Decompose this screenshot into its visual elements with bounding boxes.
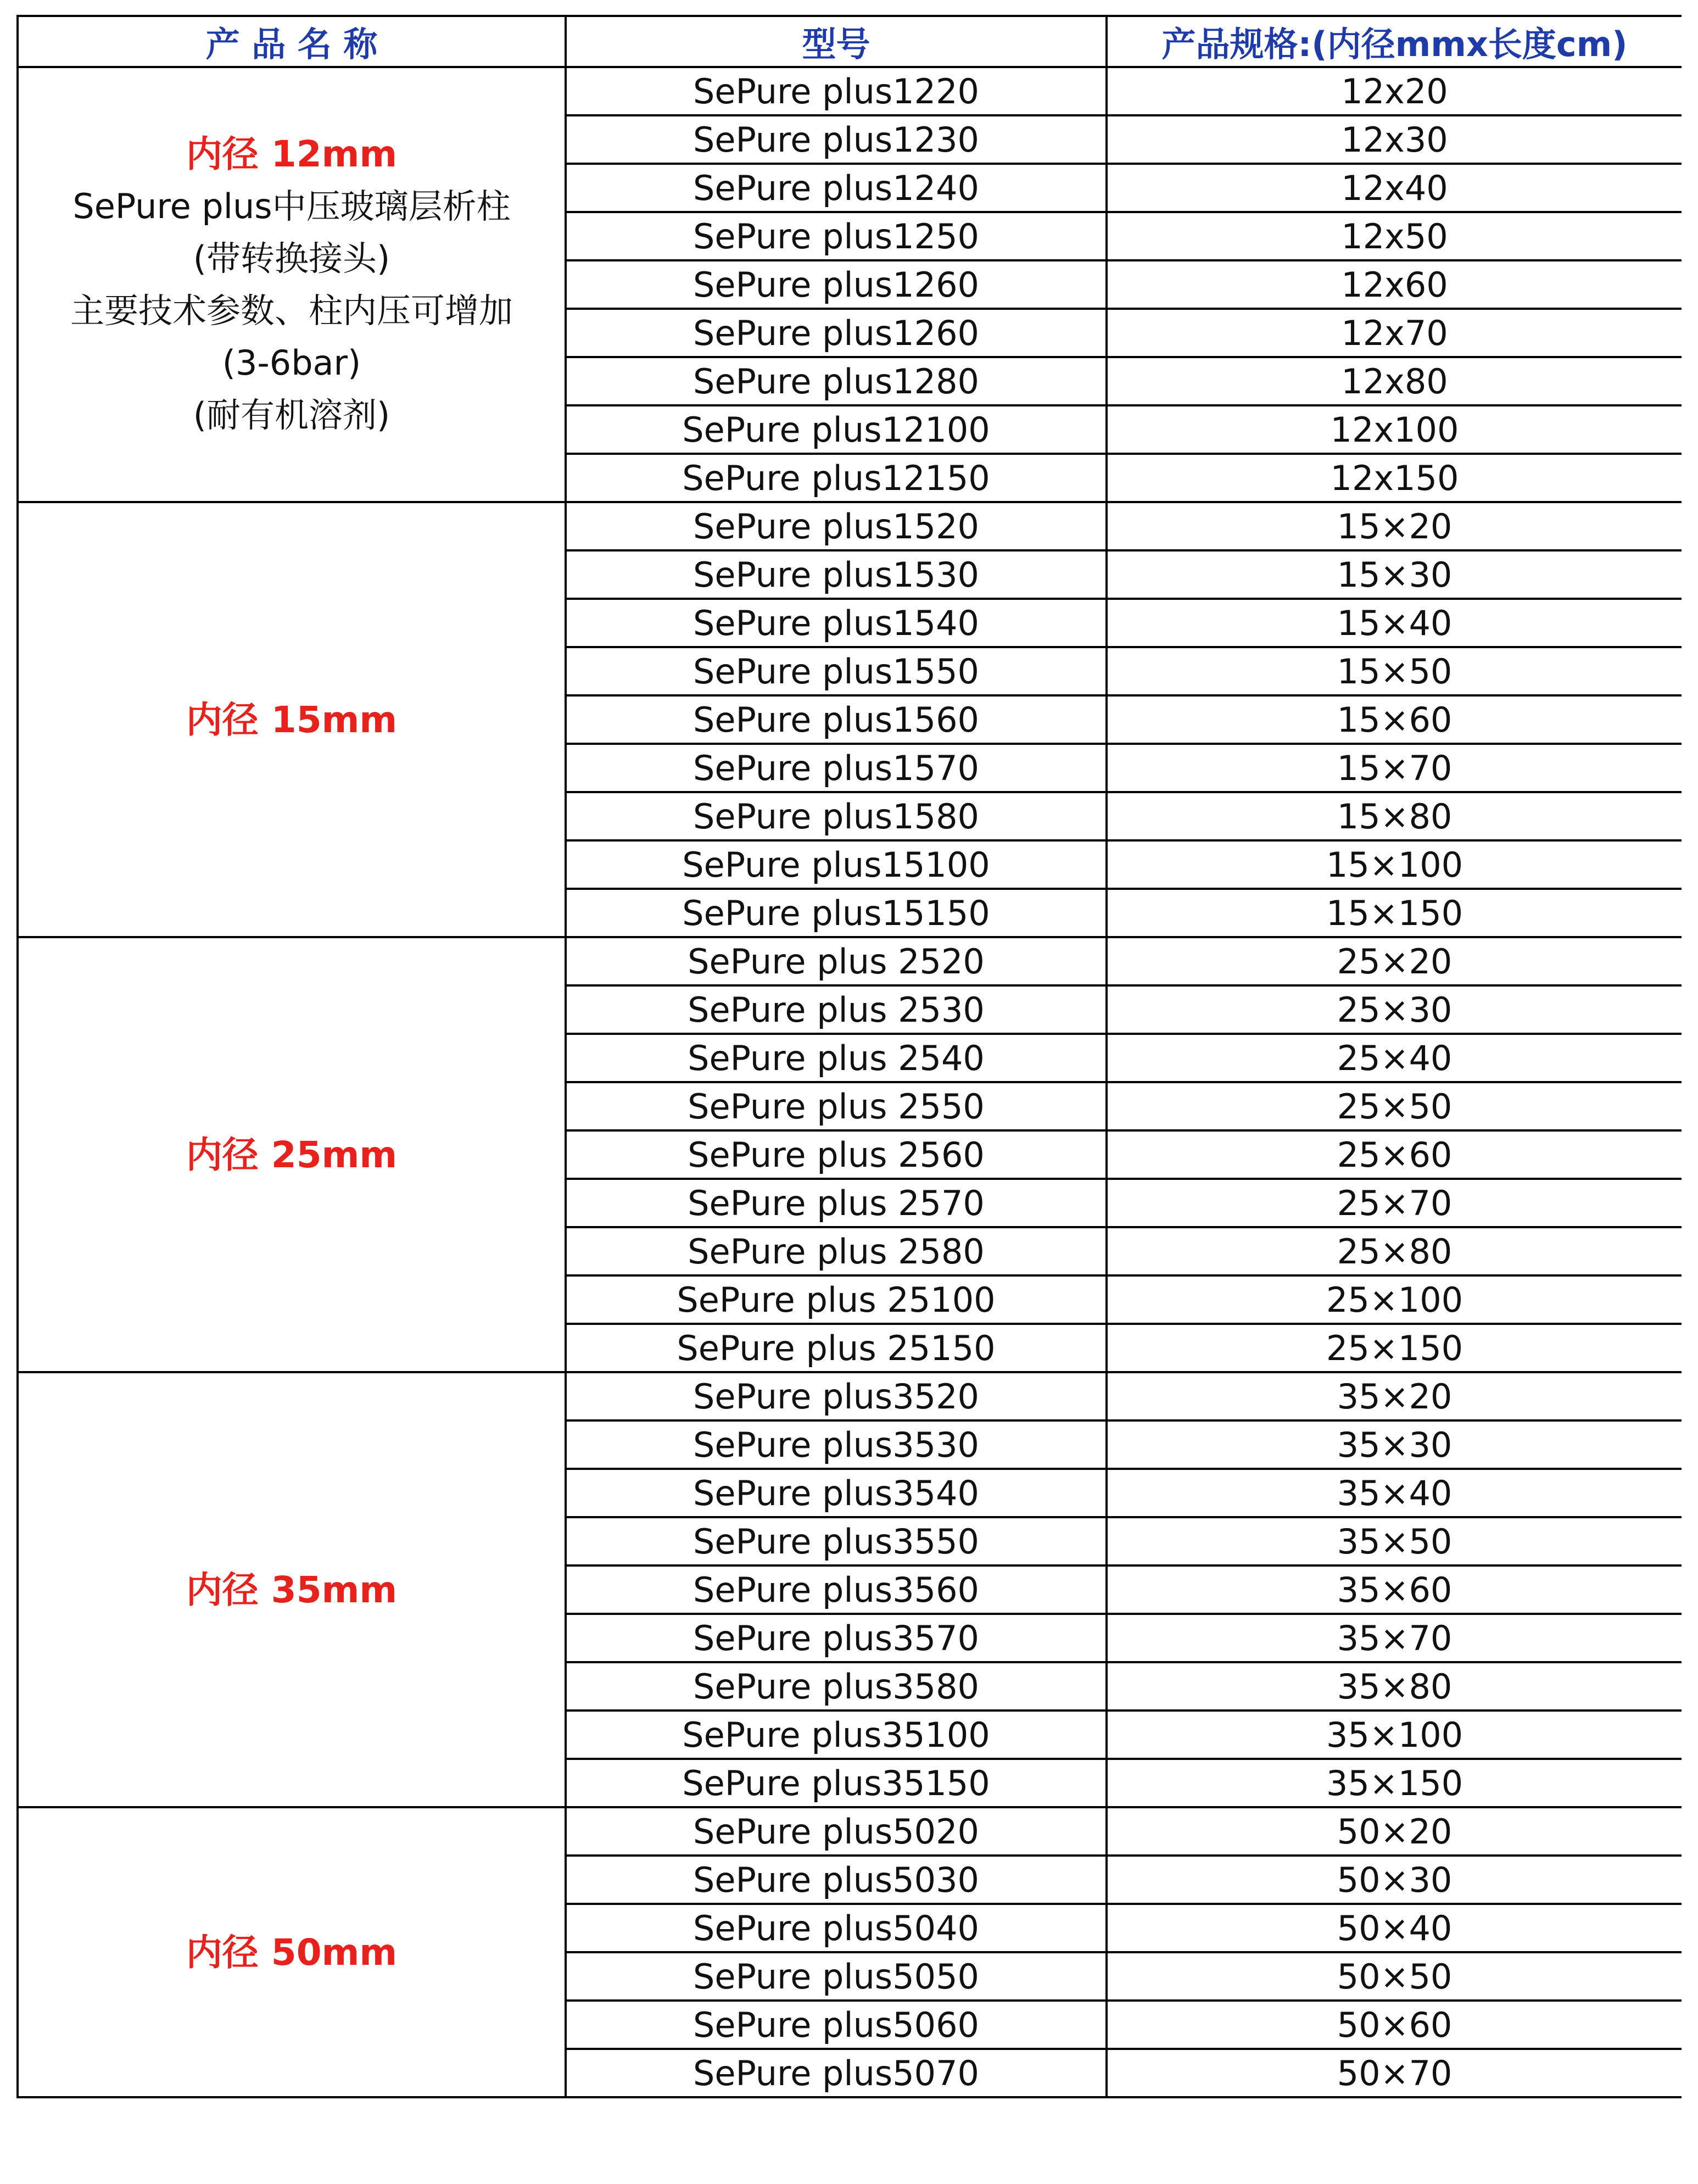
model-cell: SePure plus3540 [566, 1469, 1107, 1517]
spec-cell: 50×50 [1107, 1952, 1682, 2001]
model-cell: SePure plus12150 [566, 454, 1107, 502]
spec-cell: 15×50 [1107, 647, 1682, 695]
group-title: 内径 12mm [186, 133, 398, 175]
model-cell: SePure plus 2520 [566, 937, 1107, 985]
model-cell: SePure plus 2550 [566, 1082, 1107, 1130]
spec-cell: 15×150 [1107, 889, 1682, 937]
model-cell: SePure plus5040 [566, 1904, 1107, 1952]
spec-cell: 25×40 [1107, 1034, 1682, 1082]
spec-cell: 15×30 [1107, 550, 1682, 599]
model-cell: SePure plus5030 [566, 1856, 1107, 1904]
model-cell: SePure plus5020 [566, 1807, 1107, 1856]
spec-cell: 35×80 [1107, 1662, 1682, 1711]
model-cell: SePure plus1550 [566, 647, 1107, 695]
model-cell: SePure plus1230 [566, 115, 1107, 164]
model-cell: SePure plus 2530 [566, 985, 1107, 1034]
model-cell: SePure plus5070 [566, 2049, 1107, 2097]
table-row [18, 937, 1682, 985]
model-cell: SePure plus1540 [566, 599, 1107, 647]
group-description-line: (耐有机溶剂) [193, 395, 390, 435]
spec-cell: 25×50 [1107, 1082, 1682, 1130]
product-spec-table [16, 15, 1682, 2098]
group-description-line: 主要技术参数、柱内压可增加 [70, 291, 513, 331]
spec-cell: 25×70 [1107, 1179, 1682, 1227]
model-cell: SePure plus1240 [566, 164, 1107, 212]
spec-cell: 35×30 [1107, 1420, 1682, 1469]
spec-cell: 15×100 [1107, 840, 1682, 889]
model-cell: SePure plus 2580 [566, 1227, 1107, 1275]
spec-cell: 50×30 [1107, 1856, 1682, 1904]
table-header-row [18, 16, 1682, 67]
spec-cell: 12x50 [1107, 212, 1682, 260]
spec-cell: 25×100 [1107, 1275, 1682, 1324]
model-cell: SePure plus3570 [566, 1614, 1107, 1662]
spec-cell: 50×60 [1107, 2001, 1682, 2049]
model-cell: SePure plus3560 [566, 1565, 1107, 1614]
model-cell: SePure plus 2560 [566, 1130, 1107, 1179]
group-cell [18, 1807, 566, 2097]
model-cell: SePure plus1570 [566, 744, 1107, 792]
table-body [18, 67, 1682, 2097]
spec-cell: 12x30 [1107, 115, 1682, 164]
spec-cell: 15×70 [1107, 744, 1682, 792]
model-cell: SePure plus1520 [566, 502, 1107, 550]
spec-cell: 15×60 [1107, 695, 1682, 744]
group-description-line: (带转换接头) [193, 238, 390, 278]
spec-cell: 12x60 [1107, 260, 1682, 309]
group-title: 内径 25mm [186, 1133, 398, 1176]
spec-cell: 12x150 [1107, 454, 1682, 502]
spec-cell: 50×70 [1107, 2049, 1682, 2097]
group-description-line: (3-6bar) [222, 343, 361, 383]
model-cell: SePure plus1580 [566, 792, 1107, 840]
model-cell: SePure plus 2540 [566, 1034, 1107, 1082]
group-cell [18, 937, 566, 1372]
product-table-container [16, 15, 1682, 2184]
spec-cell: 12x70 [1107, 309, 1682, 357]
spec-cell: 25×20 [1107, 937, 1682, 985]
header-product-name: 产 品 名 称 [18, 16, 566, 67]
model-cell: SePure plus15100 [566, 840, 1107, 889]
spec-cell: 25×60 [1107, 1130, 1682, 1179]
model-cell: SePure plus3580 [566, 1662, 1107, 1711]
group-cell [18, 1372, 566, 1807]
group-description-line: SePure plus中压玻璃层析柱 [72, 186, 511, 226]
model-cell: SePure plus3550 [566, 1517, 1107, 1565]
spec-cell: 35×50 [1107, 1517, 1682, 1565]
model-cell: SePure plus1560 [566, 695, 1107, 744]
model-cell: SePure plus1260 [566, 309, 1107, 357]
table-row [18, 502, 1682, 550]
model-cell: SePure plus 25150 [566, 1324, 1107, 1372]
model-cell: SePure plus1530 [566, 550, 1107, 599]
model-cell: SePure plus 25100 [566, 1275, 1107, 1324]
spec-cell: 15×80 [1107, 792, 1682, 840]
spec-cell: 35×100 [1107, 1711, 1682, 1759]
table-row [18, 1807, 1682, 1856]
header-spec: 产品规格:(内径mmx长度cm) [1107, 16, 1682, 67]
model-cell: SePure plus35150 [566, 1759, 1107, 1807]
table-row [18, 1372, 1682, 1420]
spec-cell: 25×80 [1107, 1227, 1682, 1275]
model-cell: SePure plus1280 [566, 357, 1107, 405]
spec-cell: 35×70 [1107, 1614, 1682, 1662]
group-cell [18, 502, 566, 937]
spec-cell: 25×150 [1107, 1324, 1682, 1372]
model-cell: SePure plus5060 [566, 2001, 1107, 2049]
spec-cell: 35×150 [1107, 1759, 1682, 1807]
model-cell: SePure plus3520 [566, 1372, 1107, 1420]
model-cell: SePure plus1220 [566, 67, 1107, 115]
group-cell [18, 67, 566, 502]
spec-cell: 15×40 [1107, 599, 1682, 647]
model-cell: SePure plus3530 [566, 1420, 1107, 1469]
group-title: 内径 15mm [186, 698, 398, 741]
spec-cell: 12x40 [1107, 164, 1682, 212]
spec-cell: 35×60 [1107, 1565, 1682, 1614]
model-cell: SePure plus1250 [566, 212, 1107, 260]
spec-cell: 15×20 [1107, 502, 1682, 550]
spec-cell: 35×20 [1107, 1372, 1682, 1420]
spec-cell: 50×20 [1107, 1807, 1682, 1856]
model-cell: SePure plus35100 [566, 1711, 1107, 1759]
model-cell: SePure plus 2570 [566, 1179, 1107, 1227]
spec-cell: 25×30 [1107, 985, 1682, 1034]
spec-cell: 35×40 [1107, 1469, 1682, 1517]
model-cell: SePure plus5050 [566, 1952, 1107, 2001]
model-cell: SePure plus15150 [566, 889, 1107, 937]
spec-cell: 12x80 [1107, 357, 1682, 405]
spec-cell: 12x20 [1107, 67, 1682, 115]
model-cell: SePure plus12100 [566, 405, 1107, 454]
group-title: 内径 50mm [186, 1931, 398, 1974]
spec-cell: 12x100 [1107, 405, 1682, 454]
table-row [18, 67, 1682, 115]
group-title: 内径 35mm [186, 1568, 398, 1611]
model-cell: SePure plus1260 [566, 260, 1107, 309]
header-model: 型号 [566, 16, 1107, 67]
spec-cell: 50×40 [1107, 1904, 1682, 1952]
